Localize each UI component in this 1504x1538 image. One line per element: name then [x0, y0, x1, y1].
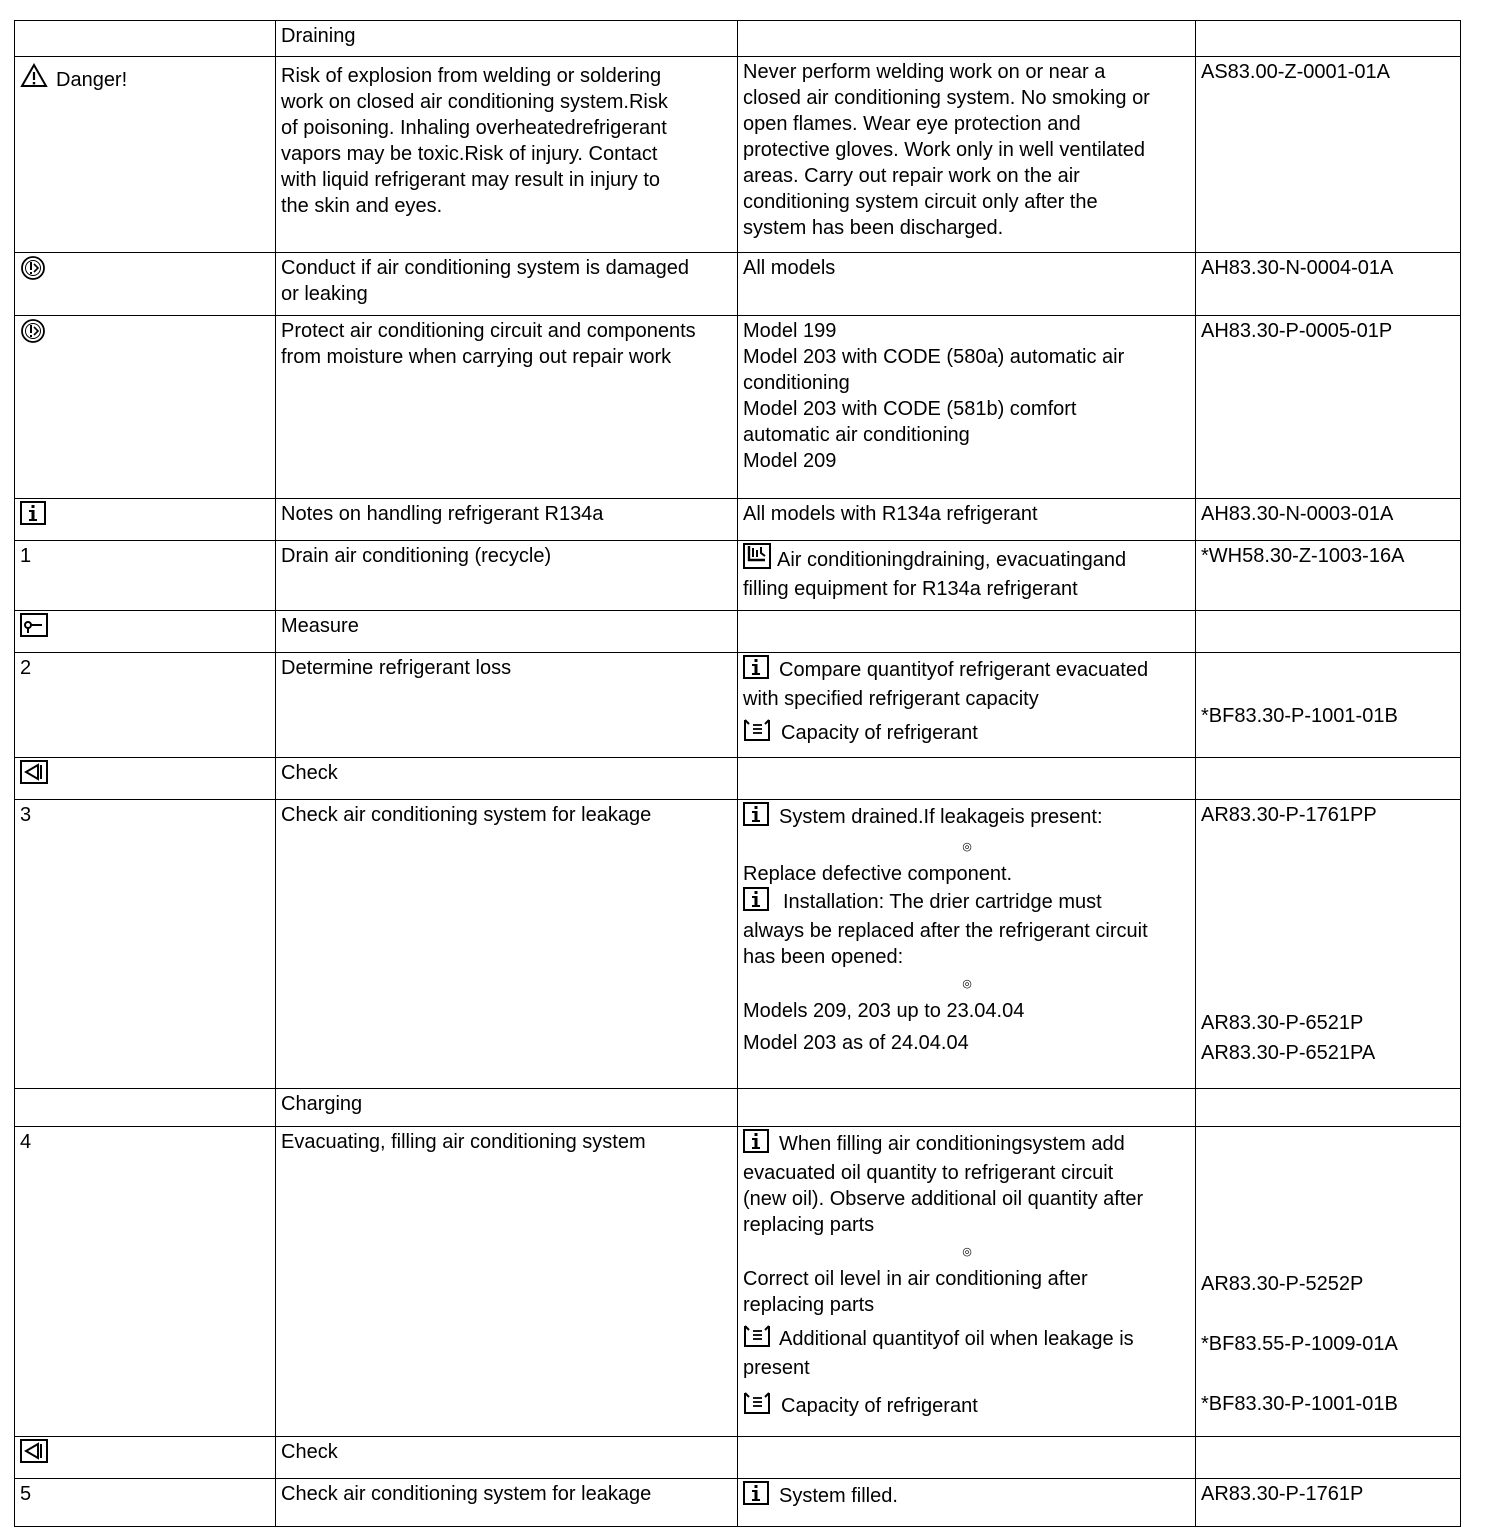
note-cell: When filling air conditioningsystem add evacuated oil quantity to refrigerant circuit (new oil). Observe additional oil quantity after replacing parts ◎ Correct oil level in air conditioning after replacing parts Additional quantityof oil when leakage is present Capacity of refrigerant — [738, 1127, 1196, 1437]
table-row — [15, 1089, 1461, 1127]
step-cell — [15, 57, 276, 253]
table-row — [15, 57, 1461, 253]
note-cell — [738, 1437, 1196, 1479]
check-icon — [20, 1439, 48, 1470]
ref-cell — [1196, 1437, 1461, 1479]
note-cell — [738, 1089, 1196, 1127]
task-cell: Evacuating, filling air conditioning system — [276, 1127, 738, 1437]
task-cell: Protect air conditioning circuit and components from moisture when carrying out repair work — [276, 316, 738, 499]
capacity-icon — [743, 1324, 771, 1355]
table-row — [15, 21, 1461, 57]
step-cell — [15, 499, 276, 541]
ref-cell — [1196, 758, 1461, 800]
info-icon — [743, 887, 769, 918]
ref-cell: *WH58.30-Z-1003-16A — [1196, 541, 1461, 611]
step-cell: 5 — [15, 1479, 276, 1527]
note-cell — [738, 758, 1196, 800]
table-row — [15, 316, 1461, 499]
check-icon — [20, 760, 48, 791]
warning-triangle-icon — [20, 63, 48, 95]
tool-equipment-icon — [743, 543, 771, 576]
task-cell: Determine refrigerant loss — [276, 653, 738, 758]
info-icon — [743, 1129, 769, 1160]
ref-cell: AH83.30-P-0005-01P — [1196, 316, 1461, 499]
task-cell: Charging — [276, 1089, 738, 1127]
table-row — [15, 758, 1461, 800]
info-icon — [20, 501, 46, 532]
capacity-icon — [743, 718, 771, 749]
table-row — [15, 1479, 1461, 1527]
note-cell — [738, 611, 1196, 653]
table-row — [15, 611, 1461, 653]
ref-cell: AS83.00-Z-0001-01A — [1196, 57, 1461, 253]
task-cell: Risk of explosion from welding or soldering work on closed air conditioning system.Risk of poisoning. Inhaling overheatedrefrigerant vapors may be toxic.Risk of injury. Contact with liquid refrigerant may result in injury to the skin and eyes. — [276, 57, 738, 253]
note-cell: Model 199 Model 203 with CODE (580a) automatic air conditioning Model 203 with CODE (581b) comfort automatic air conditioning Model 209 — [738, 316, 1196, 499]
note-cell: Never perform welding work on or near a closed air conditioning system. No smoking or open flames. Wear eye protection and protective gloves. Work only in well ventilated areas. Carry out repair work on the air conditioning system circuit only after the system has been discharged. — [738, 57, 1196, 253]
task-cell: Check air conditioning system for leakage — [276, 800, 738, 1089]
note-cell: System drained.If leakageis present: ◎ Replace defective component. Installation: The drier cartridge must always be replaced after the refrigerant circuit has been opened: ◎ Models 209, 203 up to 23.04.04 Model 203 as of 24.04.04 — [738, 800, 1196, 1089]
task-cell: Check — [276, 758, 738, 800]
table-row — [15, 1437, 1461, 1479]
cross-reference-icon: ◎ — [962, 978, 972, 990]
ref-cell: AR83.30-P-1761P — [1196, 1479, 1461, 1527]
step-cell — [15, 611, 276, 653]
ref-cell — [1196, 1089, 1461, 1127]
measure-icon — [20, 613, 48, 644]
table-row — [15, 1127, 1461, 1437]
table-row — [15, 653, 1461, 758]
table-row — [15, 800, 1461, 1089]
task-cell: Draining — [276, 21, 738, 57]
ref-cell: AH83.30-N-0003-01A — [1196, 499, 1461, 541]
table-row — [15, 253, 1461, 316]
ref-cell: *BF83.30-P-1001-01B — [1196, 653, 1461, 758]
note-cell: Compare quantityof refrigerant evacuated with specified refrigerant capacity Capacity of refrigerant — [738, 653, 1196, 758]
capacity-icon — [743, 1391, 771, 1422]
ref-cell: AR83.30-P-1761PP AR83.30-P-6521P AR83.30-P-6521PA — [1196, 800, 1461, 1089]
step-cell — [15, 316, 276, 499]
step-cell — [15, 758, 276, 800]
step-cell — [15, 21, 276, 57]
note-cell: All models with R134a refrigerant — [738, 499, 1196, 541]
task-cell: Check air conditioning system for leakage — [276, 1479, 738, 1527]
table-row — [15, 541, 1461, 611]
table-row — [15, 499, 1461, 541]
info-icon — [743, 802, 769, 833]
step-cell: 4 — [15, 1127, 276, 1437]
ref-cell — [1196, 611, 1461, 653]
note-cell — [738, 21, 1196, 57]
info-icon — [743, 1481, 769, 1512]
task-cell: Measure — [276, 611, 738, 653]
note-cell: Air conditioningdraining, evacuatingand filling equipment for R134a refrigerant — [738, 541, 1196, 611]
step-cell — [15, 1089, 276, 1127]
ref-cell — [1196, 21, 1461, 57]
step-cell: 3 — [15, 800, 276, 1089]
task-cell: Drain air conditioning (recycle) — [276, 541, 738, 611]
ref-cell: AH83.30-N-0004-01A — [1196, 253, 1461, 316]
ref-cell: AR83.30-P-5252P *BF83.55-P-1009-01A *BF83.30-P-1001-01B — [1196, 1127, 1461, 1437]
danger-label: Danger! — [56, 69, 128, 91]
cross-reference-icon: ◎ — [962, 841, 972, 853]
info-icon — [743, 655, 769, 686]
step-cell: 1 — [15, 541, 276, 611]
note-cell: System filled. — [738, 1479, 1196, 1527]
step-cell: 2 — [15, 653, 276, 758]
task-cell: Notes on handling refrigerant R134a — [276, 499, 738, 541]
cross-reference-icon: ◎ — [962, 1246, 972, 1258]
note-cell: All models — [738, 253, 1196, 316]
task-cell: Conduct if air conditioning system is damaged or leaking — [276, 253, 738, 316]
procedure-table — [14, 20, 1461, 1527]
task-cell: Check — [276, 1437, 738, 1479]
caution-circle-icon — [20, 318, 46, 351]
step-cell — [15, 253, 276, 316]
step-cell — [15, 1437, 276, 1479]
caution-circle-icon — [20, 255, 46, 288]
